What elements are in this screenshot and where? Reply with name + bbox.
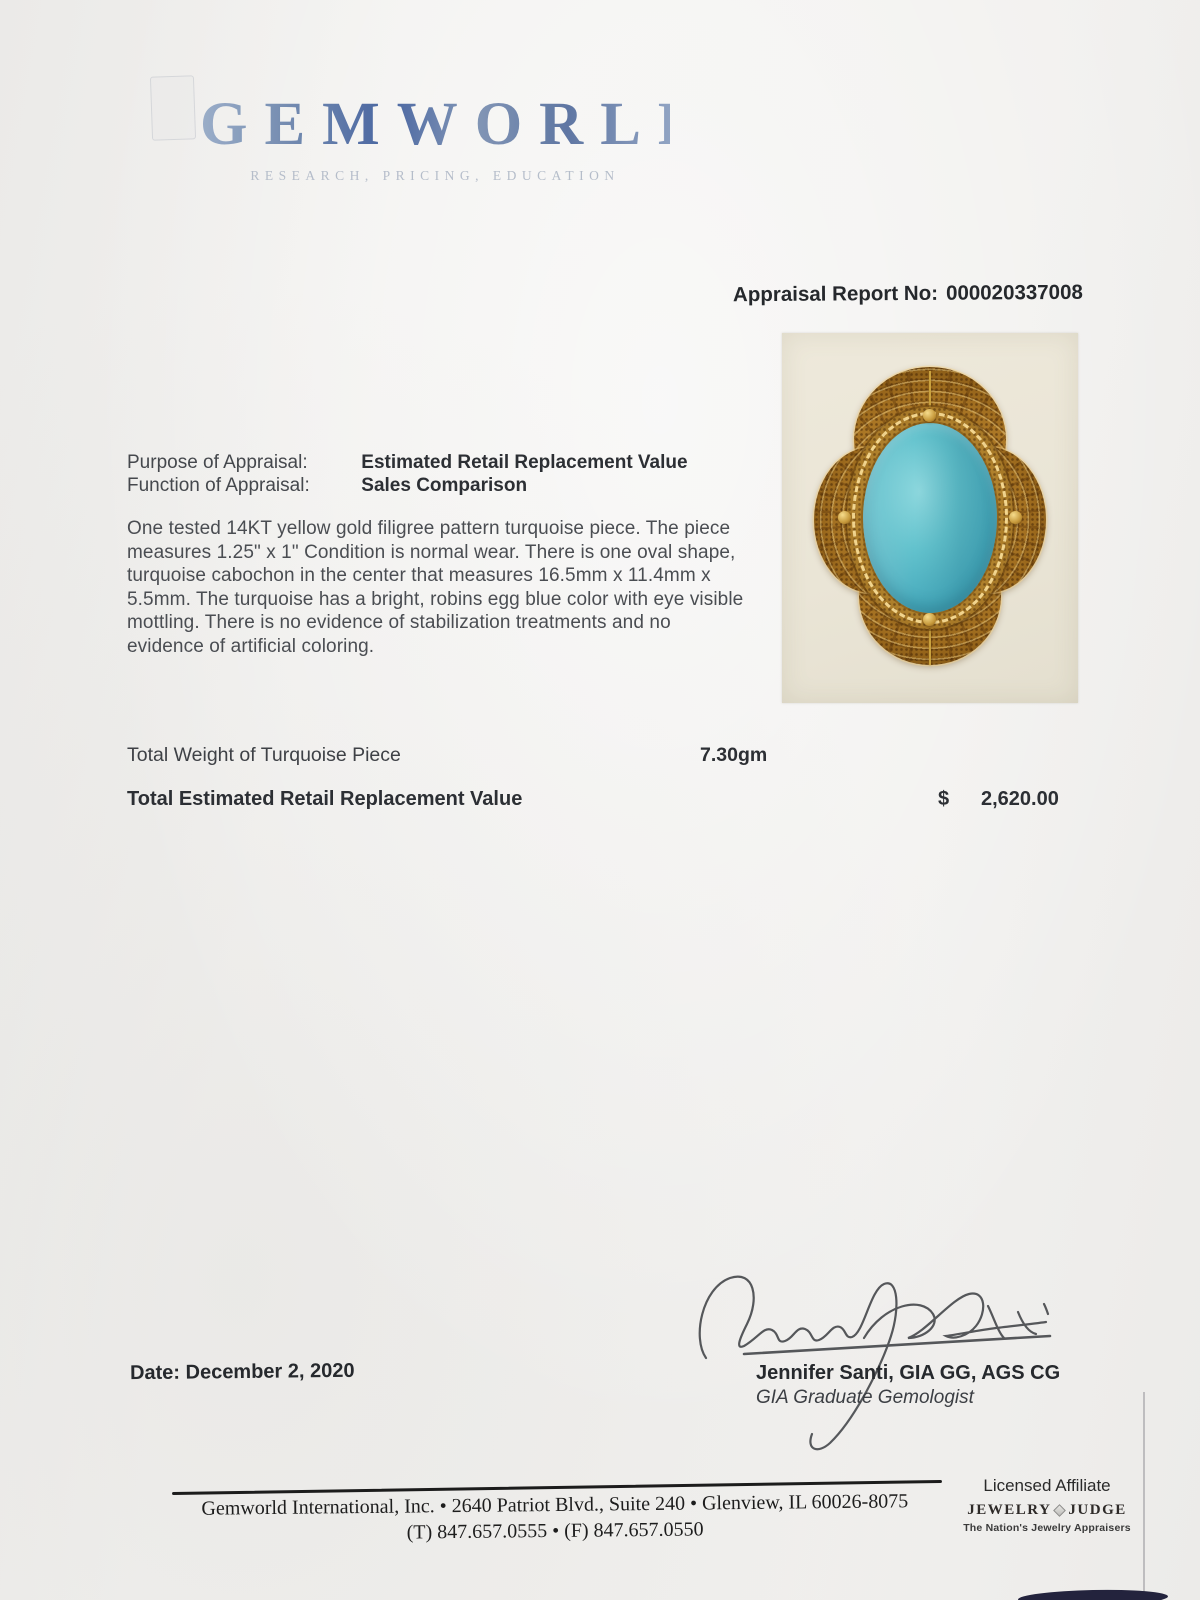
purpose-of-appraisal-row (127, 452, 688, 474)
currency-symbol: $ (938, 788, 950, 810)
purpose-label: Purpose of Appraisal: (127, 452, 308, 473)
turquoise-brooch-image (814, 367, 1046, 667)
logo-tagline: RESEARCH, PRICING, EDUCATION (250, 168, 620, 183)
company-phone: (T) 847.657.0555 • (F) 847.657.0550 (406, 1518, 704, 1544)
gold-bezel (847, 407, 1013, 629)
licensed-affiliate-label: Licensed Affiliate (983, 1476, 1111, 1495)
appraisal-report-number (733, 281, 1083, 307)
appraisal-date: Date: December 2, 2020 (129, 1359, 355, 1385)
value-amount: 2,620.00 (981, 788, 1059, 810)
logo-title: GEMWORLD (200, 91, 719, 158)
diamond-icon (1054, 1504, 1067, 1517)
function-of-appraisal-row (127, 475, 527, 497)
jewelry-judge-logo (962, 1502, 1132, 1519)
company-contact-block (160, 1490, 950, 1547)
report-number-value: 000020337008 (945, 280, 1083, 305)
gold-bead (838, 511, 851, 524)
gemworld-logo (200, 90, 719, 184)
handwritten-signature (690, 1238, 1070, 1463)
company-address: Gemworld International, Inc. • 2640 Patriot Blvd., Suite 240 • Glenview, IL 60026-8075 (201, 1490, 909, 1520)
jewelry-judge-affiliate-block (962, 1476, 1132, 1534)
function-label: Function of Appraisal: (127, 475, 310, 496)
turquoise-cabochon (863, 423, 997, 613)
appraiser-title: GIA Graduate Gemologist (756, 1387, 974, 1408)
affiliate-tagline: The Nation's Jewelry Appraisers (963, 1522, 1131, 1534)
faint-gem-watermark (150, 75, 196, 140)
purpose-value: Estimated Retail Replacement Value (361, 452, 688, 473)
brand-jewelry-text: JEWELRY (967, 1502, 1052, 1518)
gold-bead (923, 613, 936, 626)
jewelry-photo (782, 333, 1078, 703)
filigree-stem-bottom (929, 625, 931, 665)
weight-value: 7.30gm (700, 744, 768, 766)
brand-judge-text: JUDGE (1068, 1502, 1127, 1518)
item-description: One tested 14KT yellow gold filigree pattern turquoise piece. The piece measures 1.25" x 1" Condition is normal wear. There is one oval shape, turquoise cabochon in the center that measures 16.5mm x 11.4mm x 5.5mm. The turquoise has a bright, robins egg blue color with eye visible mottling. There is no evidence of stabilization treatments and no evidence of artificial coloring. (127, 518, 744, 657)
filigree-stem-top (929, 371, 931, 411)
weight-label: Total Weight of Turquoise Piece (127, 744, 401, 766)
appraiser-name: Jennifer Santi, GIA GG, AGS CG (756, 1362, 1061, 1384)
value-label: Total Estimated Retail Replacement Value (127, 788, 523, 810)
gold-bead (923, 409, 936, 422)
scan-bottom-artifact (1018, 1588, 1168, 1600)
function-value: Sales Comparison (361, 475, 528, 496)
gold-bead (1009, 511, 1022, 524)
scan-edge-artifact (1143, 1392, 1145, 1600)
report-number-label: Appraisal Report No: (732, 281, 939, 307)
